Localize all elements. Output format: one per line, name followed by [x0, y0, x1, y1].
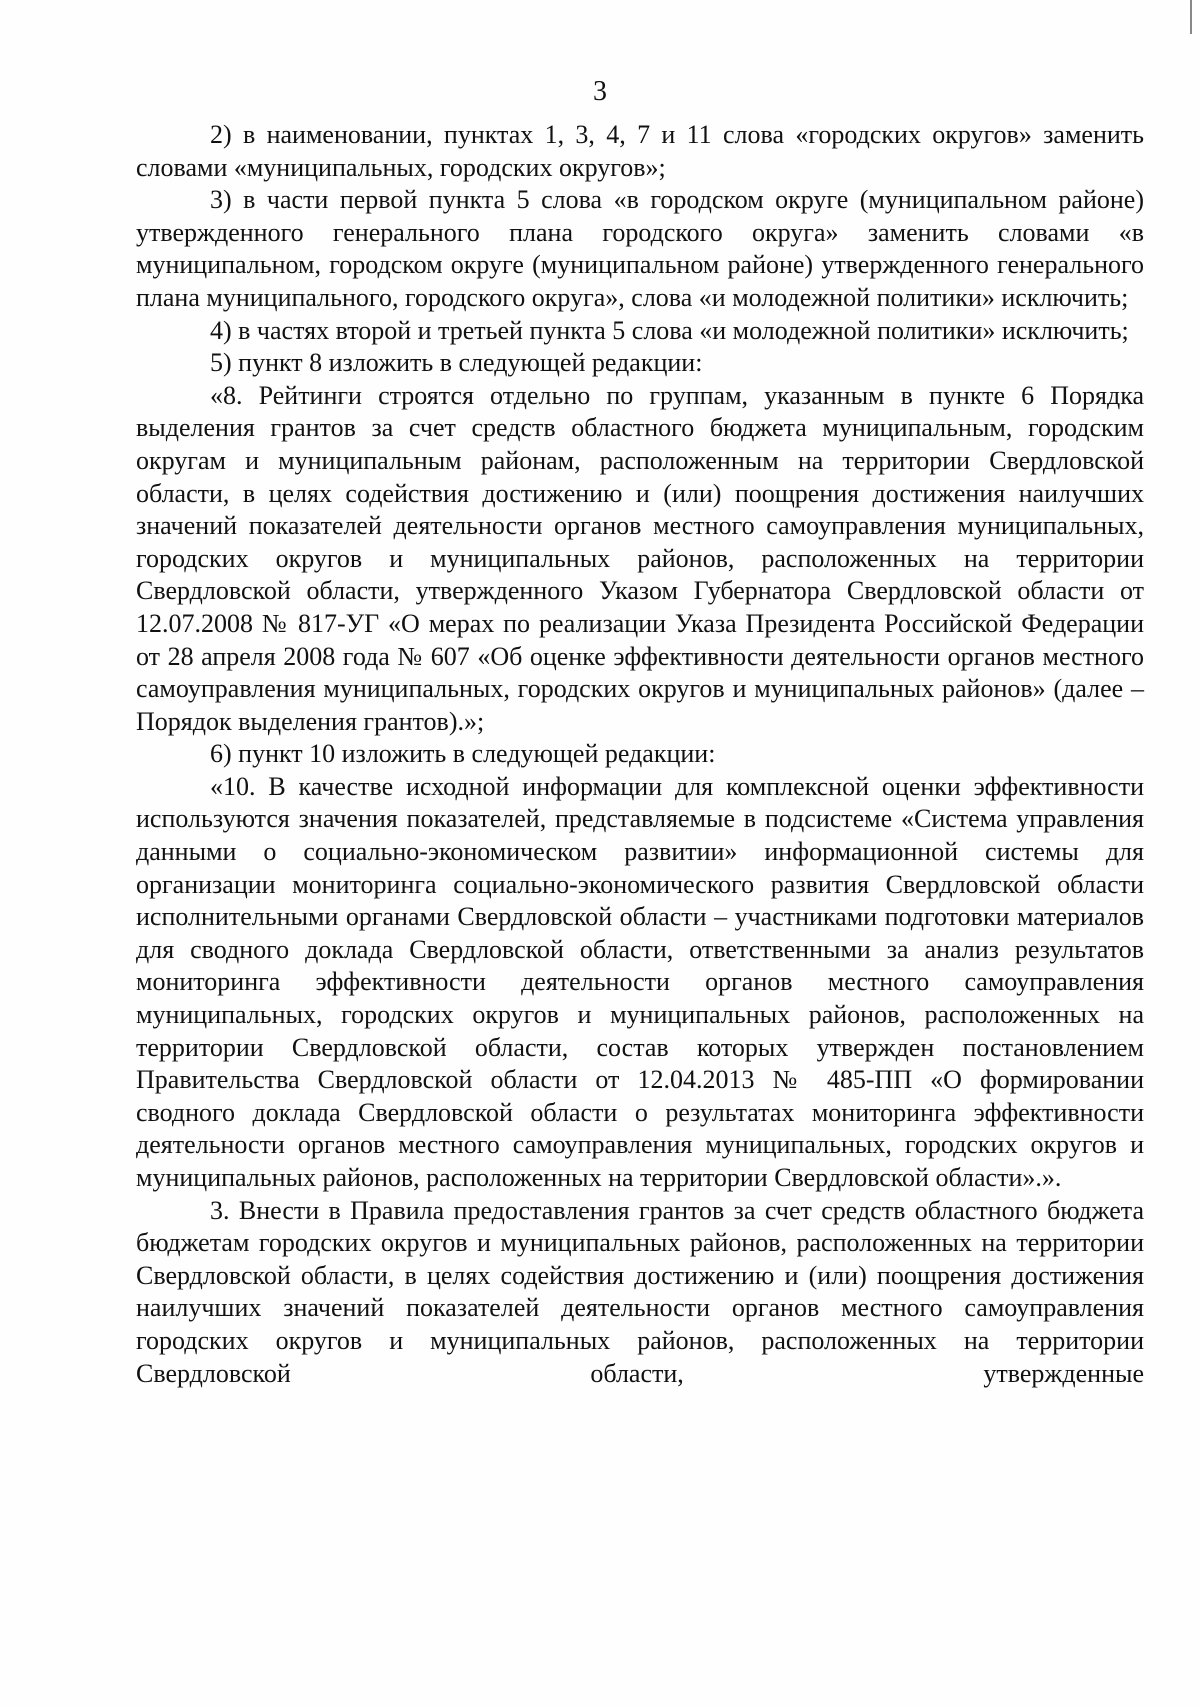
paragraph-item-5: 5) пункт 8 изложить в следующей редакции:: [210, 348, 703, 378]
paragraph-clause-10: «10. В качестве исходной информации для комплексной оценки эффективности используются значения показателей, представляемые в подсистеме «Система управления данными о социально-экономическом развитии» информационной системы для организации мониторинга социально-экономического развития Свердловской области исполнительными органами Свердловской области – участниками подготовки материалов для сводного доклада Свердловской области, ответственными за анализ результатов мониторинга эффективности деятельности органов местного самоуправления муниципальных, городских округов и муниципальных районов, расположенных на территории Свердловской области, состав которых утвержден постановлением Правительства Свердловской области от 12.04.2013 № 485-ПП «О формировании сводного доклада Свердловской области о результатах мониторинга эффективности деятельности органов местного самоуправления муниципальных, городских округов и муниципальных районов, расположенных на территории Свердловской области».».: [136, 771, 1144, 1192]
paragraph-item-3: 3) в части первой пункта 5 слова «в городском округе (муниципальном районе) утвержденного генерального плана городского округа» заменить словами «в муниципальном, городском округе (муниципальном районе) утвержденного генерального плана муниципального, городского округа», слова «и молодежной политики» исключить;: [136, 185, 1144, 312]
scan-edge-mark: [1190, 0, 1192, 34]
page-number: 3: [593, 76, 607, 107]
document-body: [136, 119, 1144, 1390]
paragraph-item-4: 4) в частях второй и третьей пункта 5 слова «и молодежной политики» исключить;: [210, 315, 1129, 345]
paragraph-item-6: 6) пункт 10 изложить в следующей редакции:: [210, 739, 716, 769]
paragraph-section-3: 3. Внести в Правила предоставления грантов за счет средств областного бюджета бюджетам городских округов и муниципальных районов, расположенных на территории Свердловской области, в целях содействия достижению и (или) поощрения достижения наилучших значений показателей деятельности органов местного самоуправления городских округов и муниципальных районов, расположенных на территории Свердловской области, утвержденные: [136, 1195, 1144, 1388]
paragraph-item-2: 2) в наименовании, пунктах 1, 3, 4, 7 и 11 слова «городских округов» заменить словами «муниципальных, городских округов»;: [136, 120, 1144, 182]
paragraph-clause-8: «8. Рейтинги строятся отдельно по группам, указанным в пункте 6 Порядка выделения грантов за счет средств областного бюджета муниципальным, городским округам и муниципальным районам, расположенным на территории Свердловской области, в целях содействия достижению и (или) поощрения достижения наилучших значений показателей деятельности органов местного самоуправления муниципальных, городских округов и муниципальных районов, расположенных на территории Свердловской области, утвержденного Указом Губернатора Свердловской области от 12.07.2008 № 817-УГ «О мерах по реализации Указа Президента Российской Федерации от 28 апреля 2008 года № 607 «Об оценке эффективности деятельности органов местного самоуправления муниципальных, городских округов и муниципальных районов» (далее – Порядок выделения грантов).»;: [136, 380, 1144, 736]
